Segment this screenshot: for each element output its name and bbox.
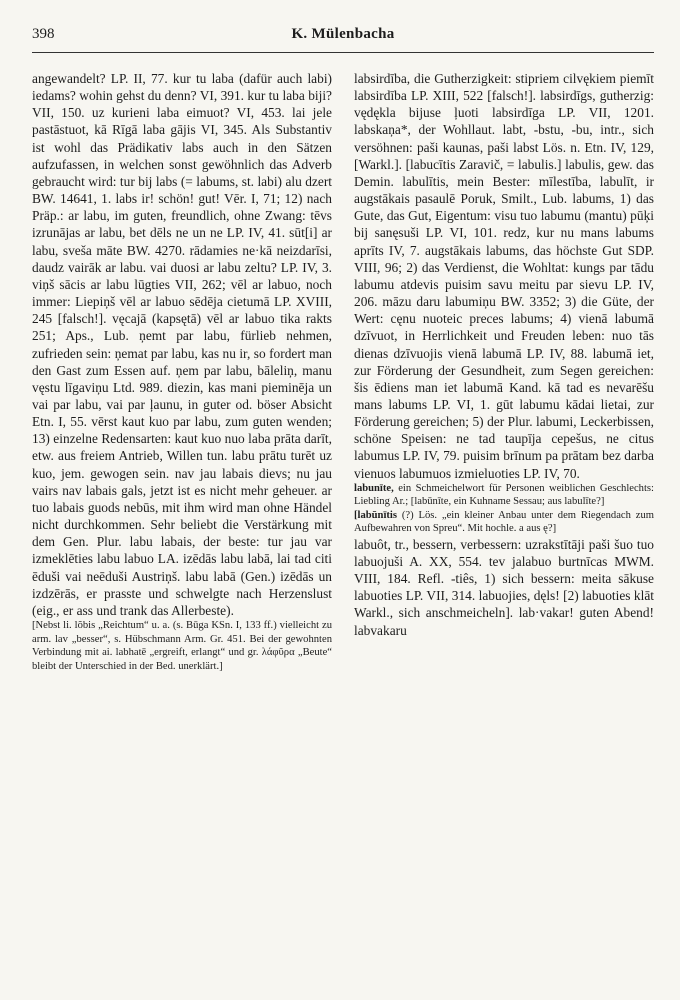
left-column-text: angewandelt? LP. II, 77. kur tu laba (dafür auch labi) iedams? wohin gehst du denn? VI, 391. kur tu laba biji? VII, 150. uz kurieni laba eimuot? VI, 453. lai jele pastāstuot, kā Rīgā laba gājis VI, 345. Als Substantiv ist wohl das Prädikativ labs auch in den Sätzen aufzufassen, in welchen sonst gewöhnlich das Adverb gebraucht wird: tur bij labs (= labums, st. labi) alu dzert BW. 14641, 1. labs ir! schön! gut! Vēr. I, 71; 12) nach Präp.: ar labu, im guten, freundlich, ohne Zwang: tēvs izrunājas ar labu, bet dēls ne un ne LP. IV, 41. sūt[i] ar labu, sveša māte BW. 4270. rādamies ne·kā neizdarīsi, daudz vairāk ar labu. vai duosi ar labu zeltu? LP. IV, 3. viņš sācis ar labu lūgties VII, 262; vēl ar labuo, noch immer: Liepiņš vēl ar labuo sēdēja cietumā LP. XVIII, 245 [falsch!]. vęcajā (kapsętā) vēl ar labuo tika rakts 251; Aps., Lub. ņemt par labu, fürlieb nehmen, zufrieden sein: ņemat par labu, kas nu ir, so fordert man den Gast zum Essen auf. ņem par labu, bāleliņ, manu vęstu līgaviņu Ltd. 989. diezin, kas mani pieminēja un vai par labu, vai par ļaunu, in guter od. böser Absicht Etn. I, 55. vērst kaut kuo par labu, zum guten wenden; 13) einzelne Redensarten: kaut kuo nuo laba prāta darīt, etw. aus freiem Antrieb, Willen tun. labu prātu turēt uz kuo, jem. gewogen sein. nav jau labais dievs; nu jau vairs nav labais gals, jetzt ist es nicht mehr geheuer. ar tuo labais guods nebūs, mit ihm wird man ohne Händel nicht durchkommen. Sehr beliebt die Verstärkung mit dem Gen. Plur. labu labais, der beste: tur jau var izmeklēties labu labuo LA. izēdās labu labā, lai tad citi ēduši vai neēduši Austriņš. labu labā (Gen.) izēdās un izdzērās, er prasste und schwelgte nach Herzenslust (eig., er ass und trank das Allerbeste). — [32, 71, 332, 618]
header-rule — [32, 52, 654, 53]
entry-labunitis-head: [labūnītis — [354, 509, 397, 521]
entry-labunitis-text: (?) Lös. „ein kleiner Anbau unter dem Riegendach zum Aufbewahren von Spreu“. Mit hochle. a aus ę?] — [354, 509, 655, 535]
right-column-entries-tail: labuôt, tr., bessern, verbessern: uzrakstītāji paši šuo tuo labuojuši A. XX, 554. tev jalabuo burtnīcas MWM. VIII, 184. Refl. -tiês, 1) sich bessern: meita sākuse labuoties LP. VII, 314. labuojies, dęls! [2) labuoties klāt Warkl., sich anschmeicheln]. lab·vakar! guten Abend! labvakaru — [354, 536, 654, 638]
entry-labunitis — [354, 509, 654, 536]
running-head: K. Mülenbacha — [291, 26, 395, 42]
left-column — [32, 70, 332, 673]
two-column-body — [32, 70, 654, 673]
page-header — [32, 22, 654, 48]
entry-labunite-head: labunīte, — [354, 482, 394, 494]
entry-labunite — [354, 482, 654, 509]
entry-labunite-text: ein Schmeichelwort für Personen weiblichen Geschlechts: Liebling Ar.; [labūnīte, ein Kuhname Sessau; aus labulīte?] — [354, 482, 654, 508]
left-column-footnote: [Nebst li. lõbis „Reichtum“ u. a. (s. Būga KSn. I, 133 ff.) vielleicht zu arm. lav „besser“, s. Hübschmann Arm. Gr. 451. Bei der gewohnten Verbindung mit ai. labhatē „ergreift, erlangt“ und gr. λάφῦρα „Beute“ bleibt der Unterschied in der Bed. unerklärt.] — [32, 620, 332, 672]
right-column — [354, 70, 654, 673]
page-number: 398 — [32, 26, 55, 42]
right-column-entries: labsirdība, die Gutherzigkeit: stipriem cilvękiem piemīt labsirdība LP. XIII, 522 [falsch!]. labsirdīgs, gutherzig: vędękla bijuse ļuoti labsirdīga LP. VII, 1201. labskaņa*, der Wohllaut. labt, -bstu, -bu, intr., sich versöhnen: paši kaunas, paši labst Lös. n. Etn. IV, 129, [Warkl.]. [labucītis Zaravič, = labulis.] labulis, gew. das Demin. labulītis, mein Bester: mīlestība, labulīt, ir augstākais pasaulē Poruk, Smilt., Lub. labums, 1) das Gute, das Gut, Eigentum: visu tuo labumu (mantu) pūķi bij sanęsuši LP. VI, 101. redz, kur nu mans labums aprīts IV, 7. augstākais labums, das höchste Gut SDP. VIII, 96; 2) das Verdienst, die Wohltat: kungs par tādu labumu atdevis puisim savu meitu par sievu LP. IV, 206. māzu daru labumiņu BW. 3352; 3) die Güte, der Wert: cęnu nuoteic preces labums; 4) vienā labumā dzīvuot, in Herrlichkeit und Freuden leben: nuo tās dienas dzīvuojis vienā labumā LP. IV, 88. labumā iet, zur Förderung der Gesundheit, zum Segen gereichen: šis ēdiens man iet labumā Kand. kā tad es nevarēšu mans labums LP. VI, 1. gūt labumu kādai lietai, zur Förderung gereichen; 5) der Plur. labumi, Leckerbissen, schöne Speisen: ne tad taupīja cepešus, ne citus labumus LP. IV, 79. puisim brīnum pa prātam bez darba vienuos labumuos izmieluoties LP. IV, 70. — [354, 71, 654, 481]
